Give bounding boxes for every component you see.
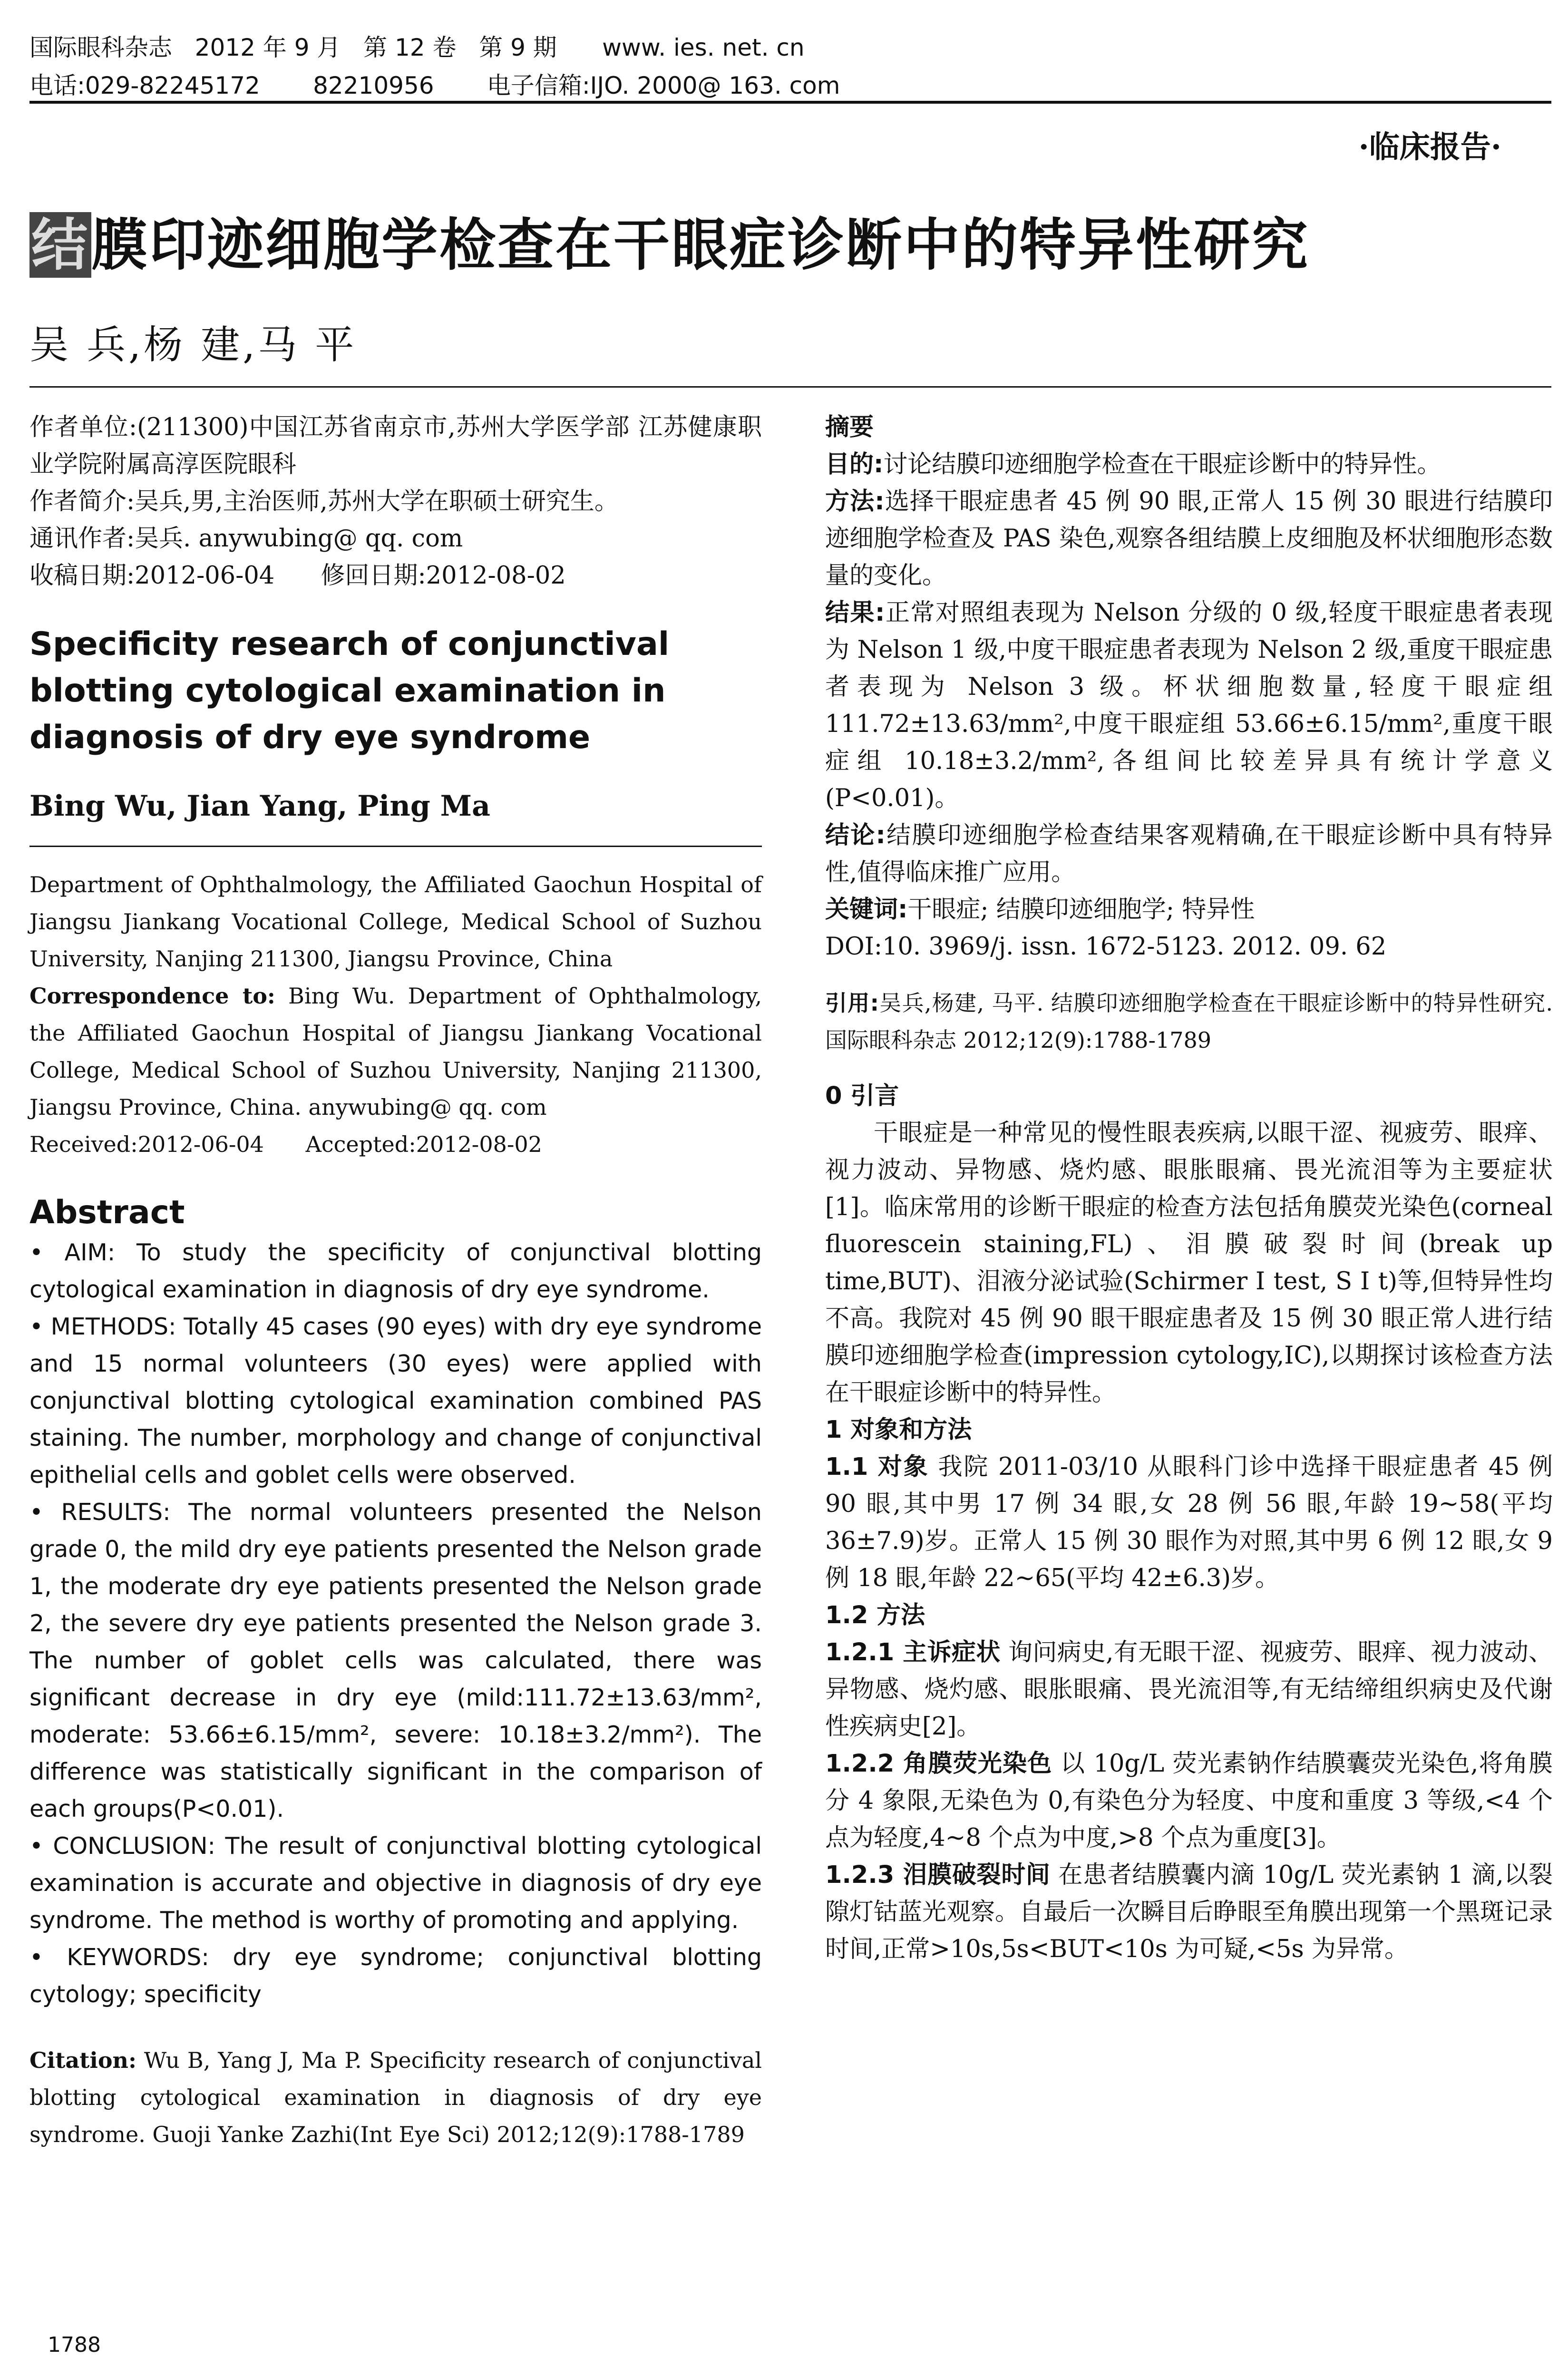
abstract-conclusion: • CONCLUSION: The result of conjunctival blotting cytological examination is accurate and objective in diagnosis of dry eye syndrome. The method is worthy of promoting and applying.: [29, 1832, 762, 1934]
authors-zh: 吴 兵,杨 建,马 平: [29, 322, 357, 368]
zh-results: 结果:正常对照组表现为 Nelson 分级的 0 级,轻度干眼症患者表现为 Nelson 1 级,中度干眼症患者表现为 Nelson 2 级,重度干眼症患者表现为 Nelson 3 级。杯状细胞数量,轻度干眼症组 111.72±13.63/mm²,中度干眼症组 53.66±6.15/mm²,重度干眼症组 10.18±3.2/mm²,各组间比较差异具有统计学意义(P<0.01)。: [825, 599, 1553, 812]
page-number: 1788: [48, 2333, 101, 2357]
english-received: Received:2012-06-04 Accepted:2012-08-02: [29, 1131, 542, 1157]
title-rule: [29, 386, 1551, 388]
section-1-2-heading: 1.2 方法: [825, 1601, 925, 1629]
english-department: Department of Ophthalmology, the Affiliated Gaochun Hospital of Jiangsu Jiankang Vocational College, Medical School of Suzhou University, Nanjing 211300, Jiangsu Province, China: [29, 872, 762, 972]
intro-text: 干眼症是一种常见的慢性眼表疾病,以眼干涩、视疲劳、眼痒、视力波动、异物感、烧灼感、眼胀眼痛、畏光流泪等为主要症状[1]。临床常用的诊断干眼症的检查方法包括角膜荧光染色(corneal fluorescein staining,FL)、泪膜破裂时间(break up time,BUT)、泪液分泌试验(Schirmer Ⅰ test, S Ⅰ t)等,但特异性均不高。我院对 45 例 90 眼干眼症患者及 15 例 30 眼正常人进行结膜印迹细胞学检查(impression cytology,IC),以期探讨该检查方法在干眼症诊断中的特异性。: [825, 1119, 1553, 1407]
zh-doi: DOI:10. 3969/j. issn. 1672-5123. 2012. 09. 62: [825, 933, 1387, 961]
section-label: ·临床报告·: [1358, 129, 1501, 165]
zh-keywords: 关键词:干眼症; 结膜印迹细胞学; 特异性: [825, 896, 1255, 924]
zh-methods: 方法:选择干眼症患者 45 例 90 眼,正常人 15 例 30 眼进行结膜印迹细胞学检查及 PAS 染色,观察各组结膜上皮细胞及杯状细胞形态数量的变化。: [825, 487, 1553, 590]
right-column: [825, 409, 1553, 1968]
section-1-1: 1.1 对象 我院 2011-03/10 从眼科门诊中选择干眼症患者 45 例 90 眼,其中男 17 例 34 眼,女 28 例 56 眼,年龄 19~58(平均 36±7.9)岁。正常人 15 例 30 眼作为对照,其中男 6 例 12 眼,女 9 例 18 眼,年龄 22~65(平均 42±6.3)岁。: [825, 1453, 1553, 1592]
left-column: [29, 409, 762, 2153]
zh-conclusion: 结论:结膜印迹细胞学检查结果客观精确,在干眼症诊断中具有特异性,值得临床推广应用。: [825, 821, 1553, 887]
header-rule: [29, 101, 1551, 104]
paper-title: [29, 200, 1310, 281]
author-rule: [29, 846, 762, 847]
english-title: Specificity research of conjunctival blotting cytological examination in diagnosis of dry eye syndrome: [29, 625, 670, 756]
section1-heading: 1 对象和方法: [825, 1416, 972, 1444]
journal-header-line1: 国际眼科杂志 2012 年 9 月 第 12 卷 第 9 期 www. ies. net. cn: [29, 34, 805, 61]
zh-abstract-heading: 摘要: [825, 413, 874, 441]
meta-author-bio: 作者简介:吴兵,男,主治医师,苏州大学在职硕士研究生。: [29, 487, 619, 516]
abstract-keywords: • KEYWORDS: dry eye syndrome; conjunctival blotting cytology; specificity: [29, 1944, 762, 2008]
intro-heading: 0 引言: [825, 1082, 899, 1110]
meta-correspondence: 通讯作者:吴兵. anywubing@ qq. com: [29, 525, 463, 553]
zh-objective: 目的:讨论结膜印迹细胞学检查在干眼症诊断中的特异性。: [825, 450, 1441, 478]
section-1-2-1: 1.2.1 主诉症状 询问病史,有无眼干涩、视疲劳、眼痒、视力波动、异物感、烧灼感、眼胀眼痛、畏光流泪等,有无结缔组织病史及代谢性疾病史[2]。: [825, 1638, 1553, 1741]
english-citation: Citation: Wu B, Yang J, Ma P. Specificity research of conjunctival blotting cytological examination in diagnosis of dry eye syndrome. Guoji Yanke Zazhi(Int Eye Sci) 2012;12(9):1788-1789: [29, 2047, 762, 2147]
zh-citation: 引用:吴兵,杨建, 马平. 结膜印迹细胞学检查在干眼症诊断中的特异性研究. 国际眼科杂志 2012;12(9):1788-1789: [825, 990, 1553, 1053]
english-abstract: [29, 1234, 762, 2013]
english-correspondence: Correspondence to: Bing Wu. Department of Ophthalmology, the Affiliated Gaochun Hospital of Jiangsu Jiankang Vocational College, Medical School of Suzhou University, Nanjing 211300, Jiangsu Province, China. anywubing@ qq. com: [29, 983, 762, 1120]
abstract-results: • RESULTS: The normal volunteers presented the Nelson grade 0, the mild dry eye patients presented the Nelson grade 1, the moderate dry eye patients presented the Nelson grade 2, the severe dry eye patients presented the Nelson grade 3. The number of goblet cells was calculated, there was significant decrease in dry eye (mild:111.72±13.63/mm², moderate: 53.66±6.15/mm², severe: 10.18±3.2/mm²). The difference was statistically significant in the comparison of each groups(P<0.01).: [29, 1499, 762, 1822]
meta-affiliation: 作者单位:(211300)中国江苏省南京市,苏州大学医学部 江苏健康职业学院附属高淳医院眼科: [29, 413, 762, 478]
meta-dates: 收稿日期:2012-06-04 修回日期:2012-08-02: [29, 562, 566, 590]
journal-header-line2: 电话:029-82245172 82210956 电子信箱:IJO. 2000@ 163. com: [29, 72, 840, 99]
title-rest: 膜印迹细胞学检查在干眼症诊断中的特异性研究: [91, 212, 1310, 278]
english-authors: Bing Wu, Jian Yang, Ping Ma: [29, 789, 490, 823]
section-1-2-2: 1.2.2 角膜荧光染色 以 10g/L 荧光素钠作结膜囊荧光染色,将角膜分 4 象限,无染色为 0,有染色分为轻度、中度和重度 3 等级,<4 个点为轻度,4~8 个点为中度,>8 个点为重度[3]。: [825, 1750, 1553, 1852]
section-1-2-3: 1.2.3 泪膜破裂时间 在患者结膜囊内滴 10g/L 荧光素钠 1 滴,以裂隙灯钴蓝光观察。自最后一次瞬目后睁眼至角膜出现第一个黑斑记录时间,正常>10s,5s<BUT<10s 为可疑,<5s 为异常。: [825, 1861, 1553, 1963]
abstract-aim: • AIM: To study the specificity of conjunctival blotting cytological examination in diagnosis of dry eye syndrome.: [29, 1239, 762, 1303]
abstract-heading: Abstract: [29, 1194, 185, 1231]
abstract-methods: • METHODS: Totally 45 cases (90 eyes) with dry eye syndrome and 15 normal volunteers (30 eyes) were applied with conjunctival blotting cytological examination combined PAS staining. The number, morphology and change of conjunctival epithelial cells and goblet cells were observed.: [29, 1313, 762, 1489]
title-first-char: 结: [29, 212, 91, 278]
